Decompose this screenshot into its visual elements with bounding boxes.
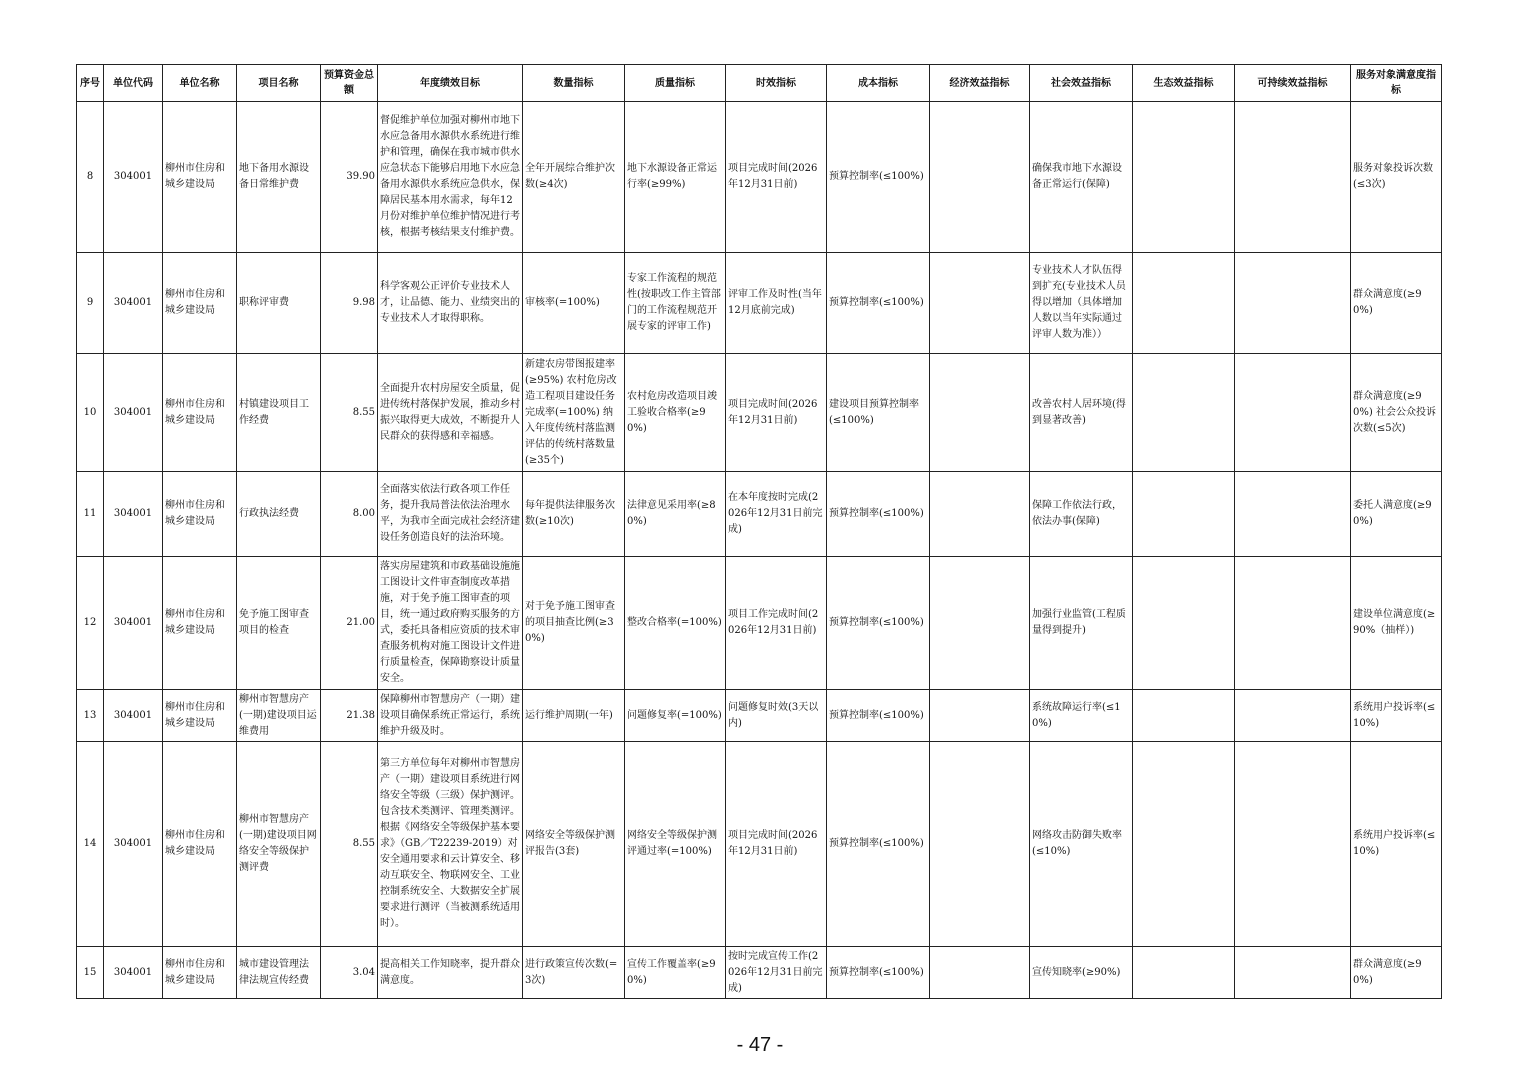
- table-row: [77, 354, 1442, 472]
- unit-name: 柳州市住房和城乡建设局: [163, 354, 237, 472]
- header-project: 项目名称: [237, 65, 321, 102]
- header-economic: 经济效益指标: [930, 65, 1030, 102]
- sustainable-indicator: [1235, 472, 1351, 557]
- economic-indicator: [930, 557, 1030, 690]
- quality-indicator: 问题修复率(=100%): [625, 690, 726, 742]
- table-row: [77, 102, 1442, 253]
- annual-goal: 保障柳州市智慧房产（一期）建设项目确保系统正常运行，系统维护升级及时。: [378, 690, 523, 742]
- social-indicator: 系统故障运行率(≤10%): [1030, 690, 1133, 742]
- sustainable-indicator: [1235, 102, 1351, 253]
- header-unit: 单位名称: [163, 65, 237, 102]
- header-quality: 质量指标: [625, 65, 726, 102]
- project-name: 地下备用水源设备日常维护费: [237, 102, 321, 253]
- satisfaction-indicator: 系统用户投诉率(≤10%): [1351, 742, 1442, 947]
- cost-indicator: 预算控制率(≤100%): [827, 690, 930, 742]
- unit-name: 柳州市住房和城乡建设局: [163, 690, 237, 742]
- satisfaction-indicator: 服务对象投诉次数(≤3次): [1351, 102, 1442, 253]
- budget-amount: 21.38: [321, 690, 378, 742]
- unit-name: 柳州市住房和城乡建设局: [163, 472, 237, 557]
- project-name: 村镇建设项目工作经费: [237, 354, 321, 472]
- unit-name: 柳州市住房和城乡建设局: [163, 253, 237, 354]
- header-code: 单位代码: [104, 65, 163, 102]
- cost-indicator: 预算控制率(≤100%): [827, 557, 930, 690]
- timeliness-indicator: 按时完成宣传工作(2026年12月31日前完成): [726, 947, 827, 999]
- quality-indicator: 网络安全等级保护测评通过率(=100%): [625, 742, 726, 947]
- table-row: [77, 690, 1442, 742]
- quantity-indicator: 每年提供法律服务次数(≥10次): [523, 472, 625, 557]
- table-row: [77, 253, 1442, 354]
- timeliness-indicator: 评审工作及时性(当年12月底前完成): [726, 253, 827, 354]
- header-sustainable: 可持续效益指标: [1235, 65, 1351, 102]
- row-no: 11: [77, 472, 104, 557]
- budget-amount: 21.00: [321, 557, 378, 690]
- annual-goal: 第三方单位每年对柳州市智慧房产（一期）建设项目系统进行网络安全等级（三级）保护测评。包含技术类测评、管理类测评。根据《网络安全等级保护基本要求》（GB／T22239-2019）对安全通用要求和云计算安全、移动互联安全、物联网安全、工业控制系统安全、大数据安全扩展要求进行测评（当被测系统适用时）。: [378, 742, 523, 947]
- header-timeliness: 时效指标: [726, 65, 827, 102]
- unit-code: 304001: [104, 354, 163, 472]
- economic-indicator: [930, 354, 1030, 472]
- sustainable-indicator: [1235, 742, 1351, 947]
- quantity-indicator: 进行政策宣传次数(=3次): [523, 947, 625, 999]
- timeliness-indicator: 问题修复时效(3天以内): [726, 690, 827, 742]
- ecological-indicator: [1133, 253, 1235, 354]
- quality-indicator: 宣传工作覆盖率(≥90%): [625, 947, 726, 999]
- timeliness-indicator: 项目完成时间(2026年12月31日前): [726, 354, 827, 472]
- sustainable-indicator: [1235, 690, 1351, 742]
- ecological-indicator: [1133, 354, 1235, 472]
- timeliness-indicator: 项目工作完成时间(2026年12月31日前): [726, 557, 827, 690]
- quality-indicator: 专家工作流程的规范性(按职改工作主管部门的工作流程规范开展专家的评审工作): [625, 253, 726, 354]
- row-no: 9: [77, 253, 104, 354]
- satisfaction-indicator: 群众满意度(≥90%): [1351, 253, 1442, 354]
- table-row: [77, 557, 1442, 690]
- sustainable-indicator: [1235, 557, 1351, 690]
- header-no: 序号: [77, 65, 104, 102]
- quantity-indicator: 全年开展综合维护次数(≥4次): [523, 102, 625, 253]
- table-header-row: [77, 65, 1442, 102]
- satisfaction-indicator: 建设单位满意度(≥90%（抽样）): [1351, 557, 1442, 690]
- header-social: 社会效益指标: [1030, 65, 1133, 102]
- row-no: 8: [77, 102, 104, 253]
- economic-indicator: [930, 253, 1030, 354]
- satisfaction-indicator: 系统用户投诉率(≤10%): [1351, 690, 1442, 742]
- header-goal: 年度绩效目标: [378, 65, 523, 102]
- timeliness-indicator: 项目完成时间(2026年12月31日前): [726, 102, 827, 253]
- quality-indicator: 法律意见采用率(≥80%): [625, 472, 726, 557]
- economic-indicator: [930, 102, 1030, 253]
- unit-code: 304001: [104, 947, 163, 999]
- sustainable-indicator: [1235, 253, 1351, 354]
- table-row: [77, 947, 1442, 999]
- row-no: 14: [77, 742, 104, 947]
- budget-amount: 3.04: [321, 947, 378, 999]
- header-budget: 预算资金总额: [321, 65, 378, 102]
- unit-code: 304001: [104, 253, 163, 354]
- satisfaction-indicator: 群众满意度(≥90%): [1351, 947, 1442, 999]
- row-no: 13: [77, 690, 104, 742]
- unit-code: 304001: [104, 102, 163, 253]
- quantity-indicator: 对于免予施工图审查的项目抽查比例(≥30%): [523, 557, 625, 690]
- budget-amount: 39.90: [321, 102, 378, 253]
- page-number: - 47 -: [736, 1034, 784, 1056]
- row-no: 12: [77, 557, 104, 690]
- table-body: [77, 102, 1442, 999]
- unit-code: 304001: [104, 742, 163, 947]
- unit-name: 柳州市住房和城乡建设局: [163, 557, 237, 690]
- cost-indicator: 预算控制率(≤100%): [827, 947, 930, 999]
- cost-indicator: 预算控制率(≤100%): [827, 742, 930, 947]
- table-row: [77, 472, 1442, 557]
- social-indicator: 改善农村人居环境(得到显著改善): [1030, 354, 1133, 472]
- performance-table: [76, 64, 1442, 999]
- timeliness-indicator: 在本年度按时完成(2026年12月31日前完成): [726, 472, 827, 557]
- satisfaction-indicator: 委托人满意度(≥90%): [1351, 472, 1442, 557]
- ecological-indicator: [1133, 947, 1235, 999]
- economic-indicator: [930, 472, 1030, 557]
- social-indicator: 保障工作依法行政，依法办事(保障): [1030, 472, 1133, 557]
- ecological-indicator: [1133, 472, 1235, 557]
- quality-indicator: 地下水源设备正常运行率(≥99%): [625, 102, 726, 253]
- annual-goal: 督促维护单位加强对柳州市地下水应急备用水源供水系统进行维护和管理，确保在我市城市供水应急状态下能够启用地下水应急备用水源供水系统应急供水，保障居民基本用水需求，每年12月份对维护单位维护情况进行考核，根据考核结果支付维护费。: [378, 102, 523, 253]
- row-no: 15: [77, 947, 104, 999]
- satisfaction-indicator: 群众满意度(≥90%) 社会公众投诉次数(≤5次): [1351, 354, 1442, 472]
- header-ecological: 生态效益指标: [1133, 65, 1235, 102]
- annual-goal: 提高相关工作知晓率，提升群众满意度。: [378, 947, 523, 999]
- header-satisfaction: 服务对象满意度指标: [1351, 65, 1442, 102]
- cost-indicator: 预算控制率(≤100%): [827, 102, 930, 253]
- ecological-indicator: [1133, 742, 1235, 947]
- unit-code: 304001: [104, 690, 163, 742]
- economic-indicator: [930, 690, 1030, 742]
- ecological-indicator: [1133, 102, 1235, 253]
- unit-code: 304001: [104, 472, 163, 557]
- unit-name: 柳州市住房和城乡建设局: [163, 102, 237, 253]
- project-name: 行政执法经费: [237, 472, 321, 557]
- annual-goal: 落实房屋建筑和市政基础设施施工图设计文件审查制度改革措施，对于免予施工图审查的项目，统一通过政府购买服务的方式，委托具备相应资质的技术审查服务机构对施工图设计文件进行质量检查，保障勘察设计质量安全。: [378, 557, 523, 690]
- quantity-indicator: 新建农房带图报建率(≥95%) 农村危房改造工程项目建设任务完成率(=100%) 纳入年度传统村落监测评估的传统村落数量(≥35个): [523, 354, 625, 472]
- social-indicator: 确保我市地下水源设备正常运行(保障): [1030, 102, 1133, 253]
- budget-amount: 8.55: [321, 742, 378, 947]
- quantity-indicator: 运行维护周期(一年): [523, 690, 625, 742]
- header-quantity: 数量指标: [523, 65, 625, 102]
- sustainable-indicator: [1235, 947, 1351, 999]
- unit-name: 柳州市住房和城乡建设局: [163, 947, 237, 999]
- project-name: 职称评审费: [237, 253, 321, 354]
- project-name: 城市建设管理法律法规宣传经费: [237, 947, 321, 999]
- annual-goal: 全面提升农村房屋安全质量，促进传统村落保护发展，推动乡村振兴取得更大成效，不断提升人民群众的获得感和幸福感。: [378, 354, 523, 472]
- ecological-indicator: [1133, 557, 1235, 690]
- annual-goal: 科学客观公正评价专业技术人才，让品德、能力、业绩突出的专业技术人才取得职称。: [378, 253, 523, 354]
- social-indicator: 宣传知晓率(≥90%): [1030, 947, 1133, 999]
- economic-indicator: [930, 742, 1030, 947]
- cost-indicator: 预算控制率(≤100%): [827, 253, 930, 354]
- quality-indicator: 整改合格率(=100%): [625, 557, 726, 690]
- cost-indicator: 预算控制率(≤100%): [827, 472, 930, 557]
- cost-indicator: 建设项目预算控制率(≤100%): [827, 354, 930, 472]
- row-no: 10: [77, 354, 104, 472]
- budget-amount: 9.98: [321, 253, 378, 354]
- timeliness-indicator: 项目完成时间(2026年12月31日前): [726, 742, 827, 947]
- social-indicator: 加强行业监管(工程质量得到提升): [1030, 557, 1133, 690]
- economic-indicator: [930, 947, 1030, 999]
- social-indicator: 网络攻击防御失败率(≤10%): [1030, 742, 1133, 947]
- unit-name: 柳州市住房和城乡建设局: [163, 742, 237, 947]
- quality-indicator: 农村危房改造项目竣工验收合格率(≥90%): [625, 354, 726, 472]
- unit-code: 304001: [104, 557, 163, 690]
- table-row: [77, 742, 1442, 947]
- budget-amount: 8.55: [321, 354, 378, 472]
- project-name: 柳州市智慧房产(一期)建设项目运维费用: [237, 690, 321, 742]
- project-name: 柳州市智慧房产(一期)建设项目网络安全等级保护测评费: [237, 742, 321, 947]
- header-cost: 成本指标: [827, 65, 930, 102]
- project-name: 免予施工图审查项目的检查: [237, 557, 321, 690]
- quantity-indicator: 网络安全等级保护测评报告(3套): [523, 742, 625, 947]
- social-indicator: 专业技术人才队伍得到扩充(专业技术人员得以增加（具体增加人数以当年实际通过评审人数为准））: [1030, 253, 1133, 354]
- annual-goal: 全面落实依法行政各项工作任务，提升我局普法依法治理水平，为我市全面完成社会经济建设任务创造良好的法治环境。: [378, 472, 523, 557]
- quantity-indicator: 审核率(=100%): [523, 253, 625, 354]
- sustainable-indicator: [1235, 354, 1351, 472]
- budget-amount: 8.00: [321, 472, 378, 557]
- ecological-indicator: [1133, 690, 1235, 742]
